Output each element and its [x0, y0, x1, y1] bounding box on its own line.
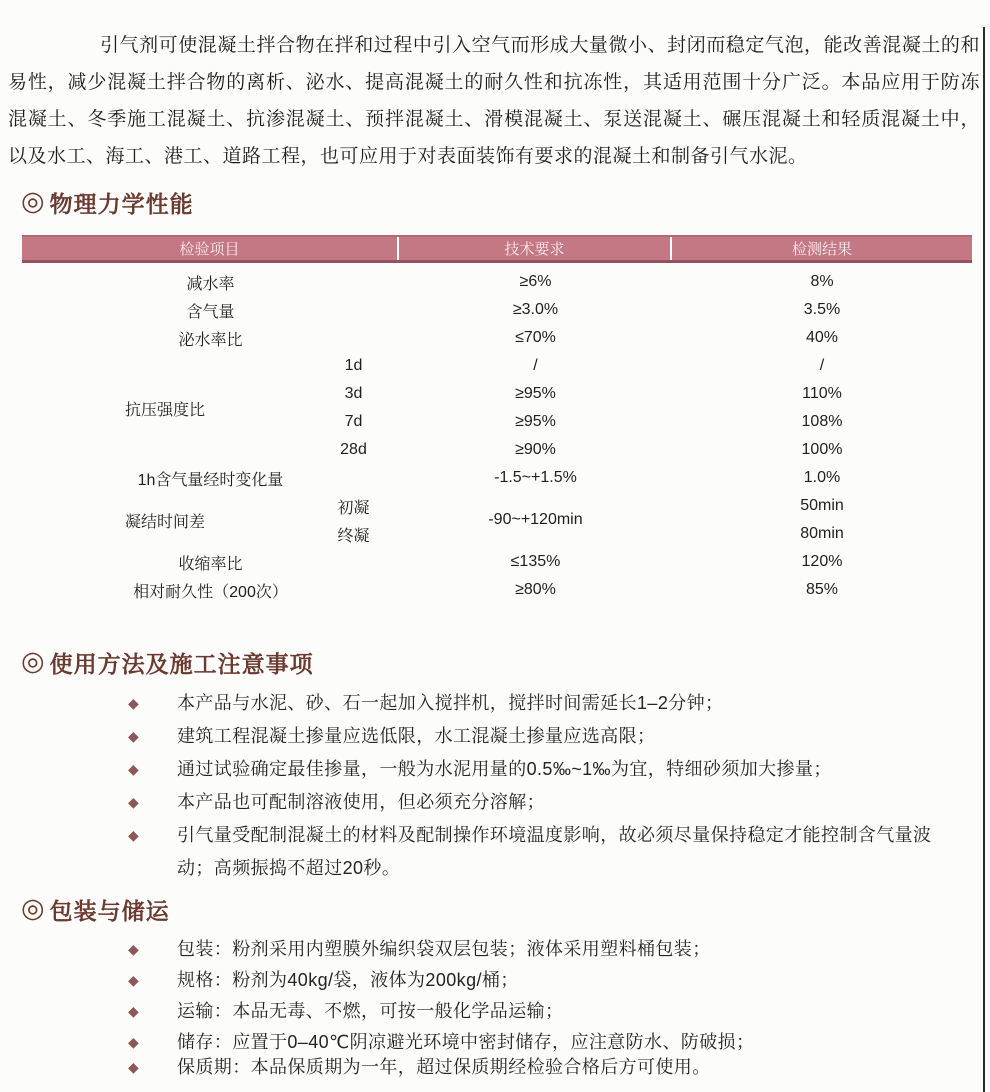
row-requirement: /: [533, 357, 538, 374]
table-header-result: 检测结果: [791, 241, 852, 258]
row-requirement: -90~+120min: [488, 511, 583, 528]
table-row: [308, 436, 972, 464]
table-row: [308, 380, 972, 408]
row-result: 40%: [805, 329, 839, 346]
section-usage-title-label: 使用方法及施工注意事项: [49, 651, 314, 677]
diamond-bullet-icon: ◆: [128, 794, 140, 810]
section-packaging-title-label: 包装与储运: [49, 898, 170, 924]
row-sub-label: 终凝: [337, 527, 370, 545]
list-item-text: 本产品也可配制溶液使用，但必须充分溶解；: [177, 792, 545, 812]
row-requirement: ≥95%: [515, 385, 556, 402]
row-requirement: ≥80%: [515, 581, 556, 598]
table-row: [22, 268, 972, 296]
table-header-requirement: 技术要求: [399, 237, 672, 260]
diamond-bullet-icon: ◆: [128, 972, 140, 988]
intro-paragraph: 引气剂可使混凝土拌合物在拌和过程中引入空气而形成大量微小、封闭而稳定气泡，能改善混凝土的和易性，减少混凝土拌合物的离析、泌水、提高混凝土的耐久性和抗冻性，其适用范围十分广泛。本品应用于防冻混凝土、冬季施工混凝土、抗渗混凝土、预拌混凝土、滑模混凝土、泵送混凝土、碾压混凝土和轻质混凝土中，以及水工、海工、港工、道路工程，也可应用于对表面装饰有要求的混凝土和制备引气水泥。: [8, 35, 980, 167]
list-item-text: 包装：粉剂采用内塑膜外编织袋双层包装；液体采用塑料桶包装；: [177, 939, 711, 959]
table-group-setting-time: [22, 492, 972, 548]
diamond-bullet-icon: ◆: [128, 941, 140, 957]
table-row: [22, 296, 972, 324]
list-item-text: 规格：粉剂为40kg/袋，液体为200kg/桶；: [177, 970, 519, 990]
row-name: 泌水率比: [178, 331, 243, 349]
row-requirement: ≥95%: [515, 413, 556, 430]
row-result: 85%: [805, 581, 839, 598]
scan-page-edge-line: [983, 27, 985, 1092]
row-sub-label: 1d: [344, 357, 363, 374]
row-requirement: ≥90%: [515, 441, 556, 458]
row-sub-label: 7d: [344, 413, 363, 430]
row-name: 相对耐久性（200次）: [133, 583, 288, 601]
usage-bullet-list: [0, 687, 990, 885]
diamond-bullet-icon: ◆: [128, 827, 140, 843]
table-row: [22, 576, 972, 604]
row-requirement: ≤70%: [515, 329, 556, 346]
section-usage-title: [21, 646, 990, 679]
list-item: [128, 720, 935, 753]
row-result: 50min: [800, 497, 844, 514]
group-sub-rows: [308, 352, 972, 464]
list-item-text: 储存：应置于0–40℃阴凉避光环境中密封储存，应注意防水、防破损；: [177, 1032, 755, 1052]
section-physical-title: [21, 186, 990, 219]
list-item: [128, 819, 935, 885]
performance-table: [22, 235, 972, 604]
table-row: [22, 464, 972, 492]
list-item: [128, 687, 935, 720]
row-sub-label: 3d: [344, 385, 363, 402]
row-result: 100%: [801, 441, 843, 458]
table-row: [22, 324, 972, 352]
row-requirement: ≥3.0%: [512, 301, 559, 318]
row-name: 1h含气量经时变化量: [137, 471, 284, 489]
double-circle-icon: ◎: [21, 646, 46, 676]
row-result: 3.5%: [803, 301, 841, 318]
row-requirement: -1.5~+1.5%: [494, 469, 577, 486]
row-name: 收缩率比: [178, 555, 243, 573]
row-result: /: [819, 357, 825, 374]
list-item: [128, 996, 935, 1027]
row-requirement: ≤135%: [510, 553, 561, 570]
list-item: [128, 934, 935, 965]
table-body: [22, 263, 972, 604]
group-sub-labels: [308, 492, 399, 548]
section-physical-title-label: 物理力学性能: [49, 191, 194, 217]
list-item-clipped: [128, 1052, 935, 1083]
table-header-item: 检验项目: [22, 237, 399, 260]
row-sub-label: 28d: [340, 441, 367, 458]
document-page: [0, 27, 990, 1092]
group-results: [672, 492, 972, 548]
list-item: [128, 753, 935, 786]
double-circle-icon: ◎: [21, 893, 46, 923]
list-item: [128, 965, 935, 996]
row-result: 110%: [802, 385, 842, 402]
table-group-compressive-strength: [22, 352, 972, 464]
list-item-text: 建筑工程混凝土掺量应选低限，水工混凝土掺量应选高限；: [177, 726, 656, 746]
diamond-bullet-icon: ◆: [128, 1034, 140, 1050]
group-row-name: 抗压强度比: [124, 401, 205, 419]
list-item-text: 通过试验确定最佳掺量，一般为水泥用量的0.5‰~1‰为宜，特细砂须加大掺量；: [177, 759, 832, 779]
list-item-text: 运输：本品无毒、不燃，可按一般化学品运输；: [177, 1001, 564, 1021]
section-packaging-title: [21, 893, 990, 926]
packaging-bullet-list: [0, 934, 990, 1083]
group-row-name: 凝结时间差: [124, 513, 205, 531]
row-result: 108%: [801, 413, 843, 430]
row-result: 8%: [810, 273, 834, 290]
list-item-text: 引气量受配制混凝土的材料及配制操作环境温度影响，故必须尽量保持稳定才能控制含气量波动；高频振捣不超过20秒。: [177, 825, 932, 878]
list-item-text: 保质期：本品保质期为一年，超过保质期经检验合格后方可使用。: [177, 1057, 711, 1077]
diamond-bullet-icon: ◆: [128, 695, 140, 711]
row-name: 含气量: [186, 303, 235, 321]
row-sub-label: 初凝: [337, 499, 370, 517]
list-item: [128, 786, 935, 819]
diamond-bullet-icon: ◆: [128, 1059, 140, 1075]
table-row: [22, 548, 972, 576]
table-header-row: [22, 235, 972, 263]
double-circle-icon: ◎: [21, 186, 46, 216]
diamond-bullet-icon: ◆: [128, 728, 140, 744]
row-name: 减水率: [186, 275, 235, 293]
row-result: 120%: [801, 553, 843, 570]
table-row: [308, 352, 972, 380]
row-requirement: ≥6%: [519, 273, 552, 290]
list-item-text: 本产品与水泥、砂、石一起加入搅拌机，搅拌时间需延长1–2分钟；: [177, 693, 724, 713]
row-result: 80min: [800, 525, 844, 542]
row-result: 1.0%: [803, 469, 841, 486]
table-row: [308, 408, 972, 436]
diamond-bullet-icon: ◆: [128, 761, 140, 777]
diamond-bullet-icon: ◆: [128, 1003, 140, 1019]
